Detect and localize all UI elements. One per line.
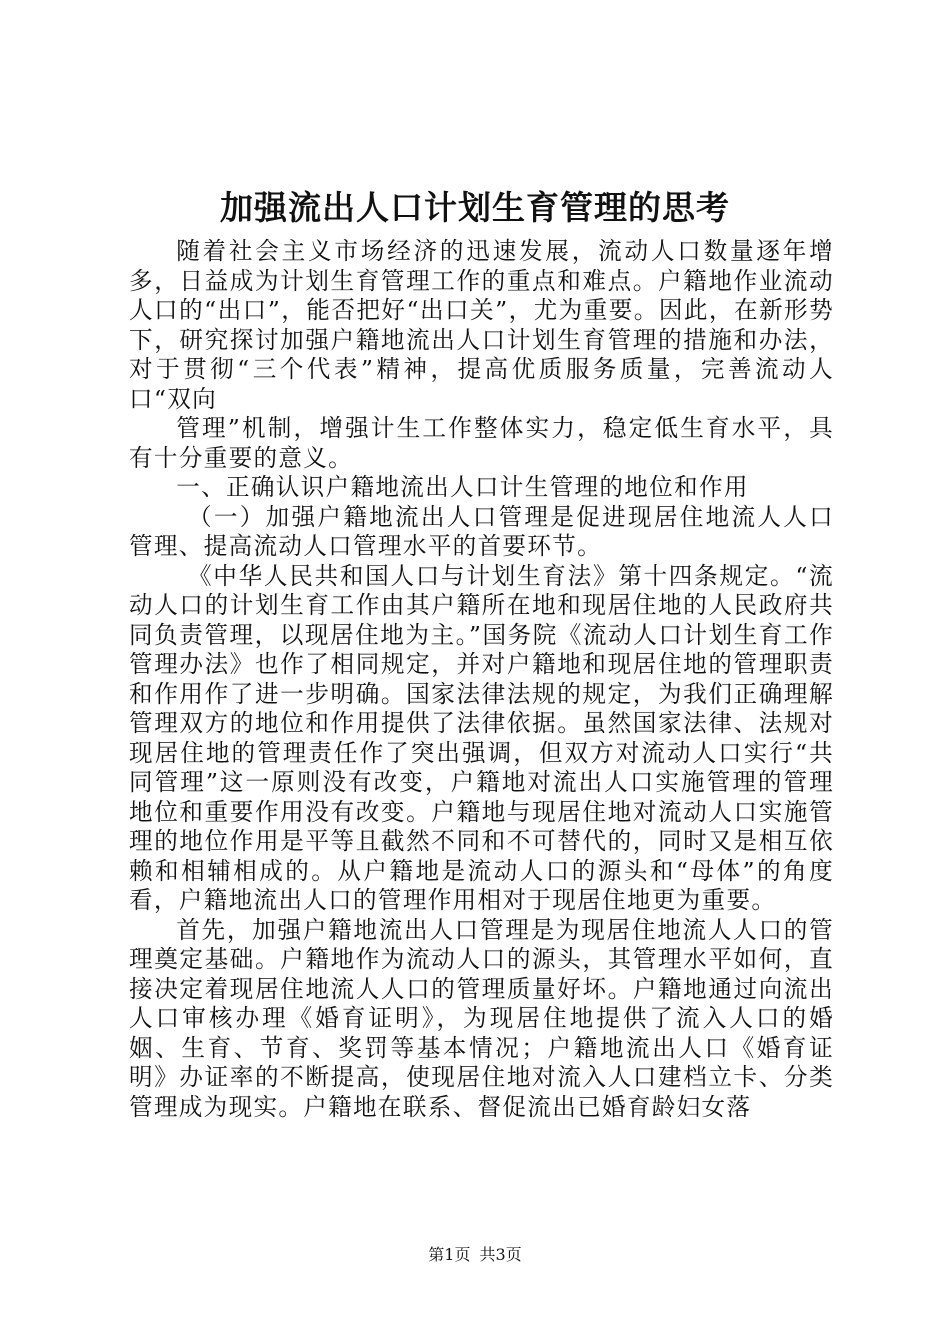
page-footer bbox=[0, 1244, 950, 1266]
page-number: 第1页 bbox=[428, 1245, 471, 1264]
document-body bbox=[129, 237, 834, 1122]
paragraph-intro: 随着社会主义市场经济的迅速发展，流动人口数量逐年增多，日益成为计划生育管理工作的重点和难点。户籍地作业流动人口的“出口”，能否把好“出口关”，尤为重要。因此，在新形势下，研究探讨加强户籍地流出人口计划生育管理的措施和办法，对于贯彻“三个代表”精神，提高优质服务质量，完善流动人口“双向 bbox=[129, 237, 834, 413]
page-total: 共3页 bbox=[479, 1245, 522, 1264]
paragraph-first-point: 首先，加强户籍地流出人口管理是为现居住地流人人口的管理奠定基础。户籍地作为流动人口的源头，其管理水平如何，直接决定着现居住地流人人口的管理质量好坏。户籍地通过向流出人口审核办理《婚育证明》，为现居住地提供了流入人口的婚姻、生育、节育、奖罚等基本情况；户籍地流出人口《婚育证明》办证率的不断提高，使现居住地对流入人口建档立卡、分类管理成为现实。户籍地在联系、督促流出已婚育龄妇女落 bbox=[129, 915, 834, 1121]
section-heading-1: 一、正确认识户籍地流出人口计生管理的地位和作用 bbox=[176, 473, 749, 501]
paragraph-intro-continued: 管理”机制，增强计生工作整体实力，稳定低生育水平，具有十分重要的意义。 bbox=[129, 414, 834, 472]
subsection-heading-1: （一）加强户籍地流出人口管理是促进现居住地流人人口管理、提高流动人口管理水平的首要环节。 bbox=[129, 502, 834, 560]
paragraph-law: 《中华人民共和国人口与计划生育法》第十四条规定。“流动人口的计划生育工作由其户籍所在地和现居住地的人民政府共同负责管理，以现居住地为主。”国务院《流动人口计划生育工作管理办法》也作了相同规定，并对户籍地和现居住地的管理职责和作用作了进一步明确。国家法律法规的规定，为我们正确理解管理双方的地位和作用提供了法律依据。虽然国家法律、法规对现居住地的管理责任作了突出强调，但双方对流动人口实行“共同管理”这一原则没有改变，户籍地对流出人口实施管理的管理地位和重要作用没有改变。户籍地与现居住地对流动人口实施管理的地位作用是平等且截然不同和不可替代的，同时又是相互依赖和相辅相成的。从户籍地是流动人口的源头和“母体”的角度看，户籍地流出人口的管理作用相对于现居住地更为重要。 bbox=[129, 561, 834, 914]
document-title: 加强流出人口计划生育管理的思考 bbox=[220, 188, 730, 227]
